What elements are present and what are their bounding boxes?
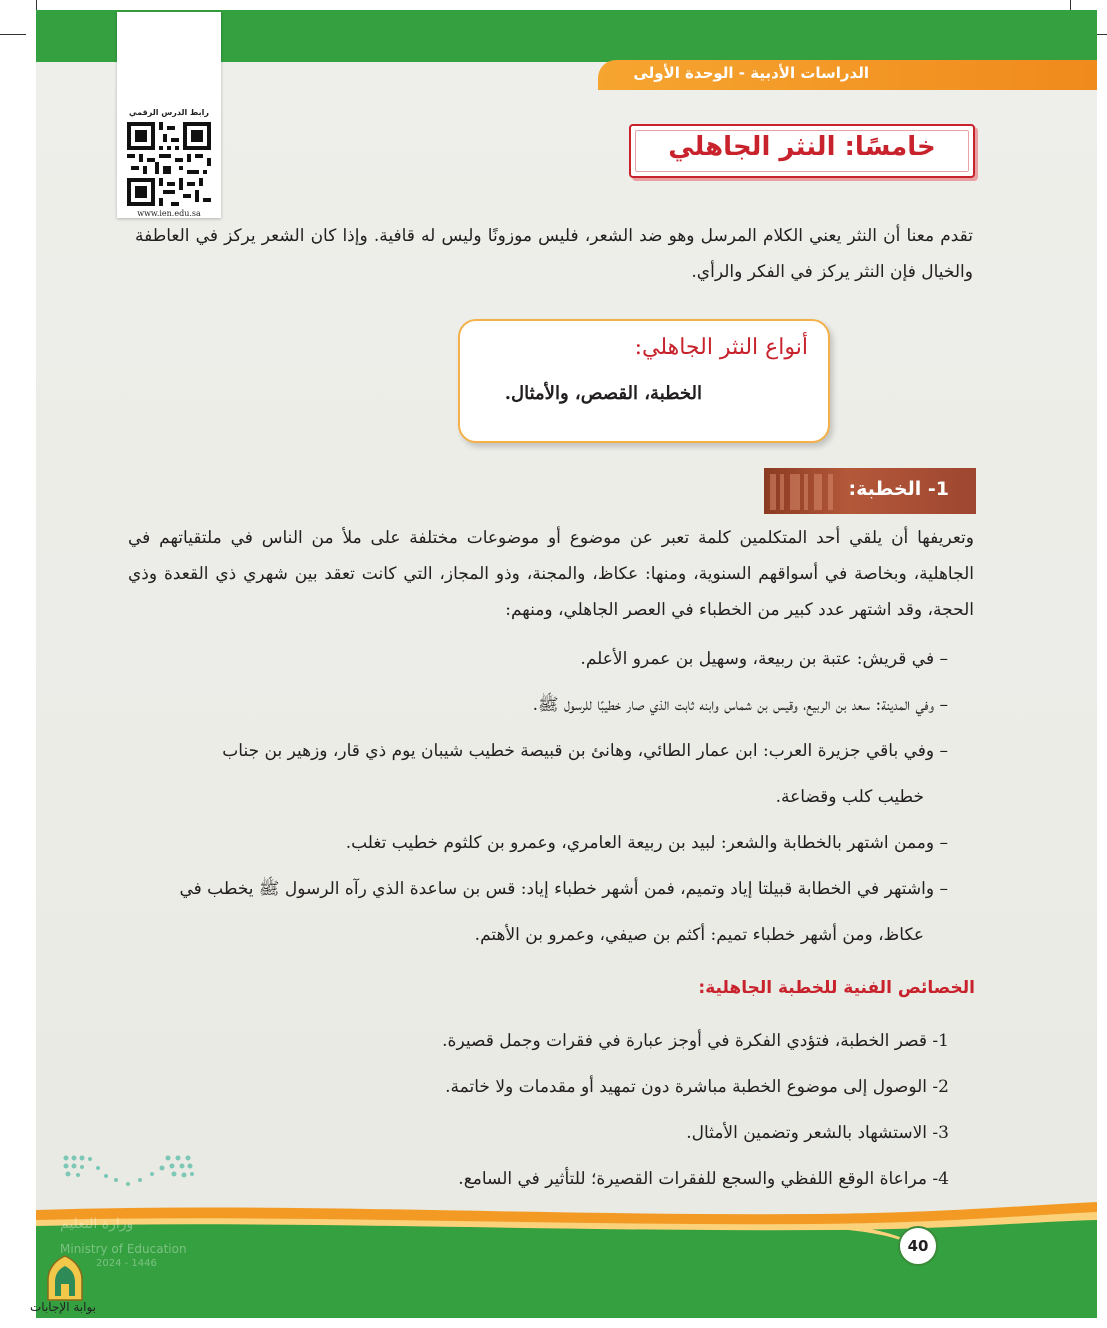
crop-mark: [36, 0, 37, 10]
ministry-name-english: Ministry of Education: [60, 1242, 187, 1256]
lesson-title: خامسًا: النثر الجاهلي: [668, 132, 936, 162]
ministry-name-arabic: وزارة التعليم: [60, 1216, 134, 1232]
list-item: 4- مراعاة الوقع اللفظي والسجع للفقرات القصيرة؛ للتأثير في السامع.: [458, 1169, 949, 1189]
lesson-title-box: [629, 124, 975, 178]
qr-code-icon[interactable]: [127, 122, 211, 206]
list-item: خطيب كلب وقضاعة.: [775, 787, 924, 807]
list-item: 2- الوصول إلى موضوع الخطبة مباشرة دون تمهيد أو مقدمات ولا خاتمة.: [445, 1077, 949, 1097]
decorative-stripes-icon: [768, 474, 848, 510]
page-number: 40: [898, 1226, 938, 1266]
list-item: – في قريش: عتبة بن ربيعة، وسهيل بن عمرو الأعلم.: [580, 649, 948, 669]
qr-card[interactable]: [117, 12, 221, 218]
qr-label: رابط الدرس الرقمي: [129, 108, 209, 117]
definition-paragraph: وتعريفها أن يلقي أحد المتكلمين كلمة تعبر عن موضوع أو موضوعات مختلفة على ملأ من الناس في ملتقياتهم في الجاهلية، وبخاصة في أسواقهم السنوية، ومنها: عكاظ، والمجنة، وذو المجاز، التي كانت تعقد بين شهري ذي القعدة وذي الحجة، وقد اشتهر عدد كبير من الخطباء في العصر الجاهلي، ومنهم:: [128, 528, 974, 620]
intro-paragraph: تقدم معنا أن النثر يعني الكلام المرسل وهو ضد الشعر، فليس موزونًا وليس له قافية. وإذا كان الشعر يركز في العاطفة والخيال فإن النثر يركز في الفكر والرأي.: [135, 226, 973, 282]
unit-label: الدراسات الأدبية - الوحدة الأولى: [633, 64, 869, 82]
list-item: عكاظ، ومن أشهر خطباء تميم: أكثم بن صيفي، وعمرو بن الأهتم.: [474, 925, 924, 945]
crop-mark: [0, 34, 26, 35]
qr-url[interactable]: www.ien.edu.sa: [137, 209, 201, 218]
ministry-year: 2024 - 1446: [96, 1258, 157, 1269]
watermark-text: بوابة الإجابات: [30, 1300, 97, 1314]
list-item: 3- الاستشهاد بالشعر وتضمين الأمثال.: [686, 1123, 949, 1143]
characteristics-title: الخصائص الفنية للخطبة الجاهلية:: [698, 978, 975, 998]
watermark-logo-icon: [44, 1254, 86, 1302]
prose-types-list: الخطبة، القصص، والأمثال.: [504, 383, 702, 404]
list-item: – واشتهر في الخطابة قبيلتا إياد وتميم، فمن أشهر خطباء إياد: قس بن ساعدة الذي رآه الرسول ﷺ يخطب في: [179, 879, 948, 899]
prose-types-title: أنواع النثر الجاهلي:: [634, 335, 808, 360]
list-item: – وممن اشتهر بالخطابة والشعر: لبيد بن ربيعة العامري، وعمرو بن كلثوم خطيب تغلب.: [345, 833, 948, 853]
ministry-logo-icon: [58, 1152, 198, 1198]
list-item: – وفي باقي جزيرة العرب: ابن عمار الطائي، وهانئ بن قبيصة خطيب شيبان يوم ذي قار، وزهير بن جناب: [222, 741, 948, 761]
list-item: 1- قصر الخطبة، فتؤدي الفكرة في أوجز عبارة في فقرات وجمل قصيرة.: [442, 1031, 949, 1051]
prose-types-box: [458, 319, 830, 443]
list-item: – وفي المدينة: سعد بن الربيع، وقيس بن شماس وابنه ثابت الذي صار خطيبًا للرسول ﷺ.: [532, 695, 948, 715]
footer-band: [36, 1200, 1097, 1318]
section-title: 1- الخطبة:: [848, 478, 949, 500]
